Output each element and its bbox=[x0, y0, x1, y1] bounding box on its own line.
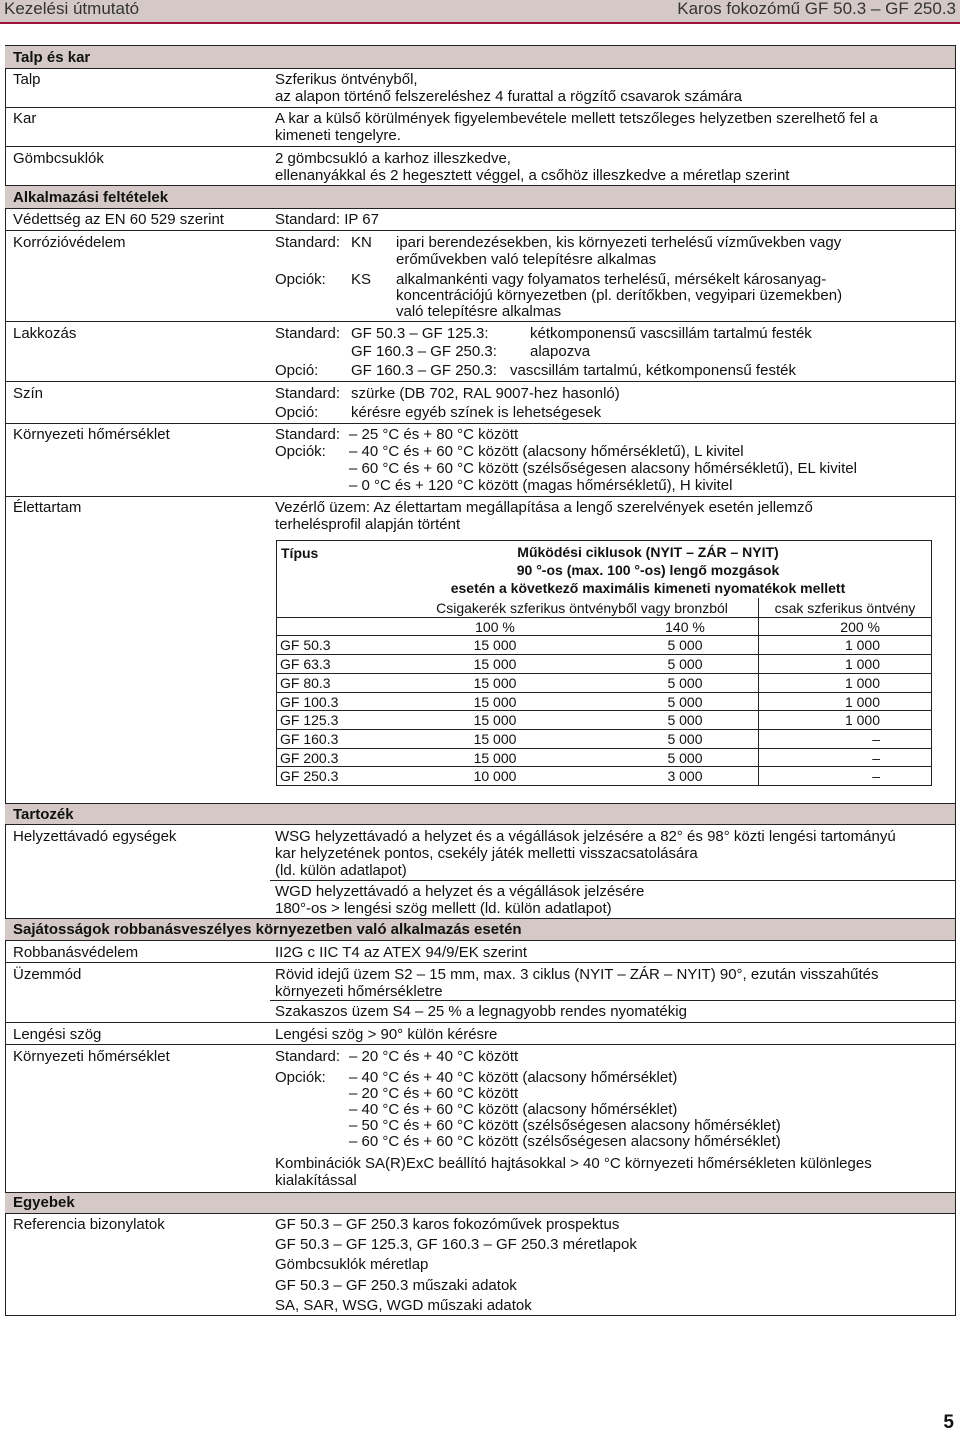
divider bbox=[5, 1022, 955, 1023]
kornyezeti-ex-l5b: – 50 °C és + 60 °C között (szélsőségesen alacsony hőmérséklet) bbox=[349, 1117, 781, 1134]
page-header bbox=[0, 0, 960, 24]
referencia-line-2: GF 50.3 – GF 125.3, GF 160.3 – GF 250.3 méretlapok bbox=[275, 1236, 637, 1253]
korrozio-opt-code: KS bbox=[351, 271, 372, 288]
table-cell-140: 5 000 bbox=[667, 750, 703, 766]
table-border-top bbox=[276, 540, 932, 541]
divider bbox=[5, 146, 955, 147]
kornyezeti-ex-l2b: – 40 °C és + 40 °C között (alacsony hőmérséklet) bbox=[349, 1069, 678, 1086]
divider bbox=[5, 107, 955, 108]
kornyezeti-ex-l1b: – 20 °C és + 40 °C között bbox=[349, 1048, 519, 1065]
page-number: 5 bbox=[943, 1412, 954, 1433]
szin-l1a: Standard: bbox=[275, 385, 341, 402]
table-pct-100: 100 % bbox=[475, 619, 515, 635]
table-cell-140: 5 000 bbox=[667, 637, 703, 653]
table-row-divider bbox=[276, 673, 932, 674]
section-title-talp-es-kar: Talp és kar bbox=[13, 49, 91, 66]
table-cell-140: 5 000 bbox=[667, 731, 703, 747]
szin-l1b: szürke (DB 702, RAL 9007-hez hasonló) bbox=[351, 385, 620, 402]
kombinaciok-line-1: Kombinációk SA(R)ExC beállító hajtásokkal > 40 °C környezeti hőmérsékleten különleges bbox=[275, 1155, 872, 1172]
table-cell-100: 10 000 bbox=[473, 768, 517, 784]
kombinaciok-line-2: kialakítással bbox=[275, 1172, 357, 1189]
table-cell-type: GF 250.3 bbox=[280, 768, 339, 784]
header-right: Karos fokozómű GF 50.3 – GF 250.3 bbox=[677, 0, 956, 18]
header-left: Kezelési útmutató bbox=[4, 0, 140, 18]
table-head-line-3: esetén a következő maximális kimeneti nyomatékok mellett bbox=[450, 580, 846, 596]
referencia-line-3: Gömbcsuklók méretlap bbox=[275, 1256, 429, 1273]
table-cell-200: 1 000 bbox=[844, 675, 880, 691]
uzemmod-line-2: környezeti hőmérsékletre bbox=[275, 983, 443, 1000]
table-cell-140: 5 000 bbox=[667, 712, 703, 728]
korrozio-opt-line-3: való telepítésre alkalmas bbox=[396, 303, 562, 320]
kornyezeti-ex-l2a: Opciók: bbox=[275, 1069, 326, 1086]
table-cell-100: 15 000 bbox=[473, 750, 517, 766]
szin-l2b: kérésre egyéb színek is lehetségesek bbox=[351, 404, 602, 421]
table-row-divider bbox=[276, 654, 932, 655]
divider bbox=[270, 1000, 955, 1001]
kornyezeti-ex-l4b: – 40 °C és + 60 °C között (alacsony hőmérséklet) bbox=[349, 1101, 678, 1118]
label-korrozio: Korrózióvédelem bbox=[13, 234, 126, 251]
elettartam-line-1: Vezérlő üzem: Az élettartam megállapítása a lengő szerelvények esetén jellemző bbox=[275, 499, 813, 516]
wgd-line-1: WGD helyzettávadó a helyzet és a végállások jelzésére bbox=[275, 883, 645, 900]
lakkozas-l2b: GF 160.3 – GF 250.3: bbox=[351, 343, 497, 360]
section-talp-es-kar bbox=[5, 46, 955, 68]
gombcsuklok-line-1: 2 gömbcsukló a karhoz illeszkedve, bbox=[275, 150, 511, 167]
table-col-divider bbox=[758, 598, 759, 786]
table-cell-140: 5 000 bbox=[667, 656, 703, 672]
table-cell-100: 15 000 bbox=[473, 694, 517, 710]
table-cell-200: 1 000 bbox=[844, 694, 880, 710]
lakkozas-l3b: GF 160.3 – GF 250.3: bbox=[351, 362, 497, 379]
label-szin: Szín bbox=[13, 385, 44, 402]
kar-line-2: kimeneti tengelyre. bbox=[275, 127, 401, 144]
divider bbox=[5, 1044, 955, 1045]
korrozio-std-line-1: ipari berendezésekben, kis környezeti terhelésű vízművekben vagy bbox=[396, 234, 842, 251]
table-row-divider bbox=[276, 729, 932, 730]
table-cell-type: GF 125.3 bbox=[280, 712, 339, 728]
table-border-left bbox=[276, 540, 277, 786]
table-cell-type: GF 100.3 bbox=[280, 694, 339, 710]
label-gombcsuklok: Gömbcsuklók bbox=[13, 150, 104, 167]
divider bbox=[5, 230, 955, 231]
divider bbox=[5, 962, 955, 963]
korrozio-std-code: KN bbox=[351, 234, 372, 251]
lakkozas-l1b: GF 50.3 – GF 125.3: bbox=[351, 325, 489, 342]
table-cell-140: 5 000 bbox=[667, 694, 703, 710]
lakkozas-l1c: kétkomponensű vascsillám tartalmú festék bbox=[530, 325, 812, 342]
gombcsuklok-line-2: ellenanyákkal és 2 hegesztett véggel, a csőhöz illeszkedve a méretlap szerint bbox=[275, 167, 790, 184]
table-cell-200: – bbox=[872, 731, 880, 747]
kornyezeti-ex-l6b: – 60 °C és + 60 °C között (szélsőségesen alacsony hőmérséklet) bbox=[349, 1133, 781, 1150]
divider bbox=[270, 880, 955, 881]
table-cell-200: – bbox=[872, 768, 880, 784]
kornyezeti-l4b: – 0 °C és + 120 °C között (magas hőmérsékletű), H kivitel bbox=[349, 477, 733, 494]
uzemmod-line-1: Rövid idejű üzem S2 – 15 mm, max. 3 ciklus (NYIT – ZÁR – NYIT) 90°, ezután visszahűtés bbox=[275, 966, 879, 983]
wsg-line-3: (ld. külön adatlapot) bbox=[275, 862, 407, 879]
table-cell-100: 15 000 bbox=[473, 712, 517, 728]
table-head-line-1: Működési ciklusok (NYIT – ZÁR – NYIT) bbox=[517, 544, 779, 560]
vedettseg-value: Standard: IP 67 bbox=[275, 211, 379, 228]
divider bbox=[5, 208, 955, 209]
table-cell-200: 1 000 bbox=[844, 656, 880, 672]
table-cell-200: 1 000 bbox=[844, 637, 880, 653]
korrozio-std-prefix: Standard: bbox=[275, 234, 341, 251]
table-header-divider bbox=[276, 617, 932, 618]
korrozio-opt-line-1: alkalmankénti vagy folyamatos terhelésű, mérsékelt károsanyag- bbox=[396, 271, 827, 288]
divider bbox=[5, 68, 955, 69]
table-type-header: Típus bbox=[281, 545, 319, 561]
label-talp: Talp bbox=[13, 71, 41, 88]
lakkozas-l3a: Opció: bbox=[275, 362, 319, 379]
table-cell-100: 15 000 bbox=[473, 656, 517, 672]
referencia-line-1: GF 50.3 – GF 250.3 karos fokozóművek prospektus bbox=[275, 1216, 620, 1233]
wsg-line-2: kar helyzetének pontos, csekély játék melletti visszacsatolására bbox=[275, 845, 698, 862]
table-head-line-2: 90 °-os (max. 100 °-os) lengő mozgások bbox=[516, 562, 780, 578]
label-lakkozas: Lakkozás bbox=[13, 325, 77, 342]
table-row-divider bbox=[276, 692, 932, 693]
table-pct-140: 140 % bbox=[665, 619, 705, 635]
talp-line-1: Szferikus öntvényből, bbox=[275, 71, 418, 88]
szin-l2a: Opció: bbox=[275, 404, 319, 421]
label-elettartam: Élettartam bbox=[13, 499, 82, 516]
label-helyzettavado: Helyzettávadó egységek bbox=[13, 828, 177, 845]
divider bbox=[5, 940, 955, 941]
korrozio-std-line-2: erőművekben való telepítésre alkalmas bbox=[396, 251, 657, 268]
label-kar: Kar bbox=[13, 110, 37, 127]
table-cell-140: 3 000 bbox=[667, 768, 703, 784]
lakkozas-l2c: alapozva bbox=[530, 343, 591, 360]
divider bbox=[5, 381, 955, 382]
lengesi-szog-value: Lengési szög > 90° külön kérésre bbox=[275, 1026, 498, 1043]
wsg-line-1: WSG helyzettávadó a helyzet és a végállások jelzésére a 82° és 98° közti lengési tartományú bbox=[275, 828, 896, 845]
table-cell-200: 1 000 bbox=[844, 712, 880, 728]
kar-line-1: A kar a külső körülmények figyelembevétele mellett tetszőleges helyzetben szerelhető fel a bbox=[275, 110, 878, 127]
table-cell-100: 15 000 bbox=[473, 637, 517, 653]
label-referencia: Referencia bizonylatok bbox=[13, 1216, 165, 1233]
wgd-line-2: 180°-os > lengési szög mellett (ld. külön adatlapot) bbox=[275, 900, 612, 917]
kornyezeti-ex-l3b: – 20 °C és + 60 °C között bbox=[349, 1085, 519, 1102]
kornyezeti-l2b: – 40 °C és + 60 °C között (alacsony hőmérsékletű), L kivitel bbox=[349, 443, 744, 460]
table-sub-header-2: csak szferikus öntvény bbox=[774, 600, 916, 616]
divider bbox=[5, 824, 955, 825]
kornyezeti-l1a: Standard: bbox=[275, 426, 341, 443]
section-egyebek bbox=[5, 1193, 955, 1213]
table-cell-type: GF 50.3 bbox=[280, 637, 331, 653]
table-cell-100: 15 000 bbox=[473, 731, 517, 747]
kornyezeti-l1b: – 25 °C és + 80 °C között bbox=[349, 426, 519, 443]
table-cell-200: – bbox=[872, 750, 880, 766]
label-kornyezeti-ex: Környezeti hőmérséklet bbox=[13, 1048, 170, 1065]
divider bbox=[5, 321, 955, 322]
kornyezeti-l2a: Opciók: bbox=[275, 443, 326, 460]
section-title-alkalmazasi: Alkalmazási feltételek bbox=[13, 189, 169, 206]
talp-line-2: az alapon történő felszereléshez 4 furattal a rögzítő csavarok számára bbox=[275, 88, 742, 105]
section-tartozek bbox=[5, 804, 955, 824]
table-cell-100: 15 000 bbox=[473, 675, 517, 691]
robbanasvedelem-value: II2G c IIC T4 az ATEX 94/9/EK szerint bbox=[275, 944, 528, 961]
lakkozas-l1a: Standard: bbox=[275, 325, 341, 342]
table-cell-type: GF 200.3 bbox=[280, 750, 339, 766]
korrozio-opt-prefix: Opciók: bbox=[275, 271, 326, 288]
table-cell-type: GF 63.3 bbox=[280, 656, 331, 672]
divider bbox=[5, 496, 955, 497]
label-lengesi-szog: Lengési szög bbox=[13, 1026, 102, 1043]
section-title-egyebek: Egyebek bbox=[13, 1194, 75, 1211]
table-cell-140: 5 000 bbox=[667, 675, 703, 691]
referencia-line-4: GF 50.3 – GF 250.3 műszaki adatok bbox=[275, 1277, 517, 1294]
uzemmod-line-3: Szakaszos üzem S4 – 25 % a legnagyobb rendes nyomatékig bbox=[275, 1003, 687, 1020]
kornyezeti-l3b: – 60 °C és + 60 °C között (szélsőségesen alacsony hőmérsékletű), EL kivitel bbox=[349, 460, 857, 477]
table-row-divider bbox=[276, 748, 932, 749]
kornyezeti-ex-l1a: Standard: bbox=[275, 1048, 341, 1065]
divider bbox=[5, 1213, 955, 1214]
korrozio-opt-line-2: koncentrációjú környezetben (pl. derítőkben, vegyipari üzemekben) bbox=[396, 287, 843, 304]
table-sub-header-1: Csigakerék szferikus öntvényből vagy bronzból bbox=[436, 600, 728, 616]
table-border-right bbox=[931, 540, 932, 786]
table-border-bottom bbox=[276, 785, 932, 786]
section-title-tartozek: Tartozék bbox=[13, 806, 74, 823]
section-title-robbanas: Sajátosságok robbanásveszélyes környezetben való alkalmazás esetén bbox=[13, 921, 522, 938]
referencia-line-5: SA, SAR, WSG, WGD műszaki adatok bbox=[275, 1297, 532, 1314]
label-vedettseg: Védettség az EN 60 529 szerint bbox=[13, 211, 224, 228]
table-pct-200: 200 % bbox=[840, 619, 880, 635]
label-robbanasvedelem: Robbanásvédelem bbox=[13, 944, 139, 961]
lakkozas-l3c: vascsillám tartalmú, kétkomponensű festék bbox=[510, 362, 796, 379]
label-kornyezeti: Környezeti hőmérséklet bbox=[13, 426, 170, 443]
elettartam-line-2: terhelésprofil alapján történt bbox=[275, 516, 461, 533]
label-uzemmod: Üzemmód bbox=[13, 966, 82, 983]
table-cell-type: GF 80.3 bbox=[280, 675, 331, 691]
divider bbox=[5, 423, 955, 424]
table-cell-type: GF 160.3 bbox=[280, 731, 339, 747]
